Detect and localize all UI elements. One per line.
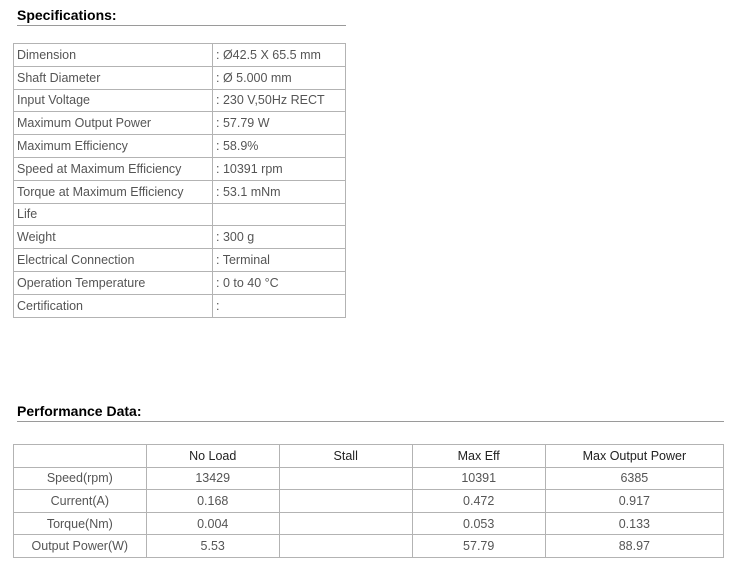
performance-cell: 0.917 xyxy=(545,490,723,513)
spec-label: Life xyxy=(14,203,213,226)
spec-value: : Ø42.5 X 65.5 mm xyxy=(213,44,346,67)
spec-label: Shaft Diameter xyxy=(14,66,213,89)
performance-table xyxy=(13,444,724,558)
performance-cell: 0.004 xyxy=(146,512,279,535)
spec-label: Input Voltage xyxy=(14,89,213,112)
performance-cell: 10391 xyxy=(412,467,545,490)
performance-row-label: Torque(Nm) xyxy=(14,512,147,535)
spec-value: : 0 to 40 °C xyxy=(213,271,346,294)
performance-cell: 0.472 xyxy=(412,490,545,513)
performance-header-row xyxy=(14,445,724,468)
performance-row xyxy=(14,467,724,490)
performance-row xyxy=(14,512,724,535)
performance-column-header: Stall xyxy=(279,445,412,468)
performance-column-header: No Load xyxy=(146,445,279,468)
performance-row xyxy=(14,490,724,513)
spec-label: Maximum Output Power xyxy=(14,112,213,135)
spec-value: : 300 g xyxy=(213,226,346,249)
spec-row xyxy=(14,66,346,89)
spec-value: : 53.1 mNm xyxy=(213,180,346,203)
spec-label: Certification xyxy=(14,294,213,317)
performance-row-label: Current(A) xyxy=(14,490,147,513)
spec-row xyxy=(14,44,346,67)
performance-cell: 6385 xyxy=(545,467,723,490)
spec-label: Maximum Efficiency xyxy=(14,135,213,158)
performance-column-header: Max Output Power xyxy=(545,445,723,468)
spec-row xyxy=(14,89,346,112)
spec-value: : 57.79 W xyxy=(213,112,346,135)
performance-row xyxy=(14,535,724,558)
spec-label: Operation Temperature xyxy=(14,271,213,294)
performance-cell: 0.053 xyxy=(412,512,545,535)
spec-label: Weight xyxy=(14,226,213,249)
spec-value: : 10391 rpm xyxy=(213,157,346,180)
spec-label: Torque at Maximum Efficiency xyxy=(14,180,213,203)
spec-row xyxy=(14,203,346,226)
performance-cell: 0.168 xyxy=(146,490,279,513)
spec-label: Dimension xyxy=(14,44,213,67)
performance-cell: 88.97 xyxy=(545,535,723,558)
performance-cell xyxy=(279,512,412,535)
spec-row xyxy=(14,112,346,135)
performance-column-header xyxy=(14,445,147,468)
spec-row xyxy=(14,135,346,158)
performance-cell: 13429 xyxy=(146,467,279,490)
spec-row xyxy=(14,226,346,249)
spec-label: Speed at Maximum Efficiency xyxy=(14,157,213,180)
spec-row xyxy=(14,294,346,317)
performance-data-title: Performance Data: xyxy=(17,403,724,422)
performance-cell xyxy=(279,467,412,490)
spec-value: : Ø 5.000 mm xyxy=(213,66,346,89)
performance-column-header: Max Eff xyxy=(412,445,545,468)
performance-cell: 5.53 xyxy=(146,535,279,558)
spec-row xyxy=(14,180,346,203)
performance-row-label: Output Power(W) xyxy=(14,535,147,558)
performance-cell xyxy=(279,535,412,558)
spec-label: Electrical Connection xyxy=(14,249,213,272)
performance-cell xyxy=(279,490,412,513)
spec-value: : Terminal xyxy=(213,249,346,272)
spec-row xyxy=(14,249,346,272)
specifications-table xyxy=(13,43,346,318)
spec-value: : 230 V,50Hz RECT xyxy=(213,89,346,112)
spec-value xyxy=(213,203,346,226)
spec-row xyxy=(14,271,346,294)
performance-row-label: Speed(rpm) xyxy=(14,467,147,490)
spec-row xyxy=(14,157,346,180)
spec-value: : xyxy=(213,294,346,317)
performance-cell: 57.79 xyxy=(412,535,545,558)
spec-value: : 58.9% xyxy=(213,135,346,158)
specifications-title: Specifications: xyxy=(17,7,346,26)
performance-cell: 0.133 xyxy=(545,512,723,535)
